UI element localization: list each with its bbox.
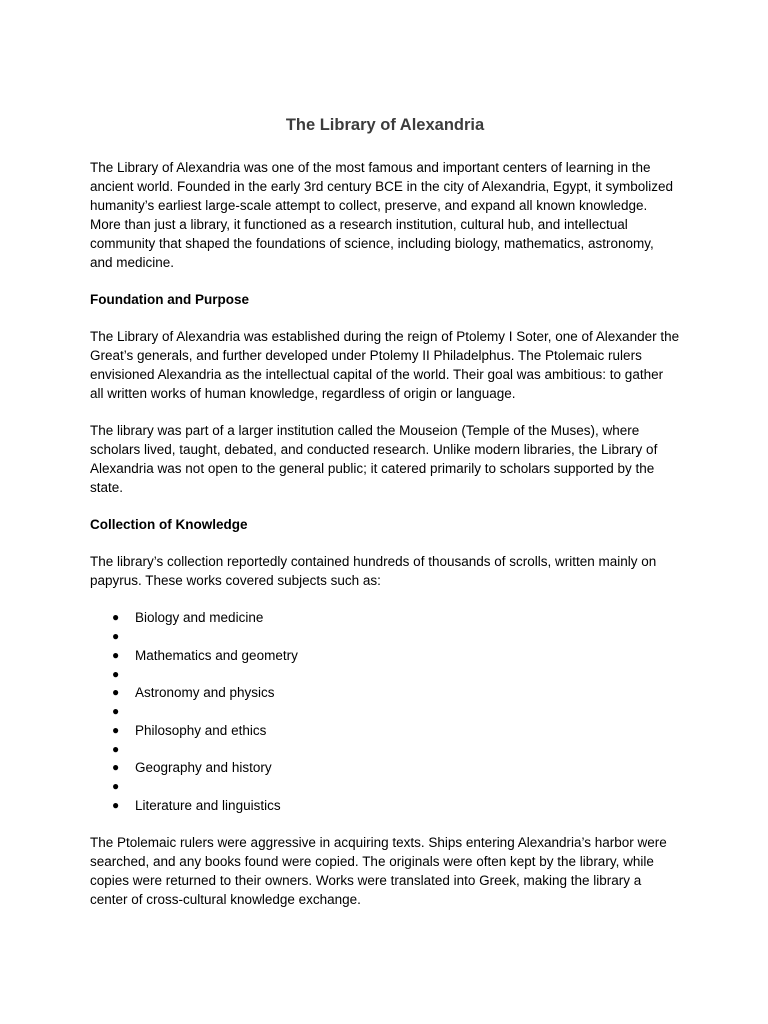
bullet-icon: ● xyxy=(112,797,120,812)
collection-paragraph-2: The Ptolemaic rulers were aggressive in acquiring texts. Ships entering Alexandria’s harbor were searched, and any books found were copied. The originals were often kept by the library, while copies were returned to their owners. Works were translated into Greek, making the library a center of cross-cultural knowledge exchange. xyxy=(90,834,667,907)
list-item-text: Philosophy and ethics xyxy=(135,722,267,738)
list-item-text: Biology and medicine xyxy=(135,610,264,625)
list-item xyxy=(90,683,680,702)
list-item xyxy=(90,702,680,721)
bullet-icon: ● xyxy=(112,685,120,699)
section-heading-foundation: Foundation and Purpose xyxy=(90,292,249,307)
list-item xyxy=(90,608,680,627)
collection-paragraph-1: The library’s collection reportedly contained hundreds of thousands of scrolls, written mainly on papyrus. These works covered subjects such as: xyxy=(90,554,657,588)
list-item xyxy=(90,646,680,665)
document-title: The Library of Alexandria xyxy=(285,116,485,134)
bullet-icon: ● xyxy=(112,647,120,662)
bullet-icon: ● xyxy=(112,704,120,718)
intro-paragraph: The Library of Alexandria was one of the most famous and important centers of learning in the ancient world. Founded in the early 3rd century BCE in the city of Alexandria, Egypt, it symbolized humanity’s earliest large-scale attempt to collect, preserve, and expand all known knowledge. More than just a library, it functioned as a research institution, cultural hub, and intellectual community that shaped the foundations of science, including biology, mathematics, astronomy, and medicine. xyxy=(90,160,674,270)
bullet-icon: ● xyxy=(112,722,120,737)
subjects-list xyxy=(90,608,680,815)
list-item-text: Literature and linguistics xyxy=(135,797,281,813)
bullet-icon: ● xyxy=(112,779,120,793)
list-item xyxy=(90,796,680,815)
bullet-icon: ● xyxy=(112,610,120,624)
list-item xyxy=(90,777,680,796)
list-item xyxy=(90,740,680,759)
bullet-icon: ● xyxy=(112,741,120,756)
list-item-text: Astronomy and physics xyxy=(135,685,275,700)
foundation-paragraph-1: The Library of Alexandria was established during the reign of Ptolemy I Soter, one of Alexander the Great’s generals, and further developed under Ptolemy II Philadelphus. The Ptolemaic rulers envisioned Alexandria as the intellectual capital of the world. Their goal was ambitious: to gather all written works of human knowledge, regardless of origin or language. xyxy=(90,329,680,401)
foundation-paragraph-2: The library was part of a larger institution called the Mouseion (Temple of the Muses), where scholars lived, taught, debated, and conducted research. Unlike modern libraries, the Library of Alexandria was not open to the general public; it catered primarily to scholars supported by the state. xyxy=(90,423,658,495)
list-item xyxy=(90,721,680,740)
document-page xyxy=(90,114,680,927)
list-item xyxy=(90,758,680,777)
section-heading-collection: Collection of Knowledge xyxy=(90,517,248,532)
list-item xyxy=(90,665,680,684)
list-item-text: Geography and history xyxy=(135,760,272,775)
list-item-text: Mathematics and geometry xyxy=(135,647,298,663)
bullet-icon: ● xyxy=(112,760,120,774)
bullet-icon: ● xyxy=(112,629,120,643)
bullet-icon: ● xyxy=(112,666,120,681)
list-item xyxy=(90,627,680,646)
